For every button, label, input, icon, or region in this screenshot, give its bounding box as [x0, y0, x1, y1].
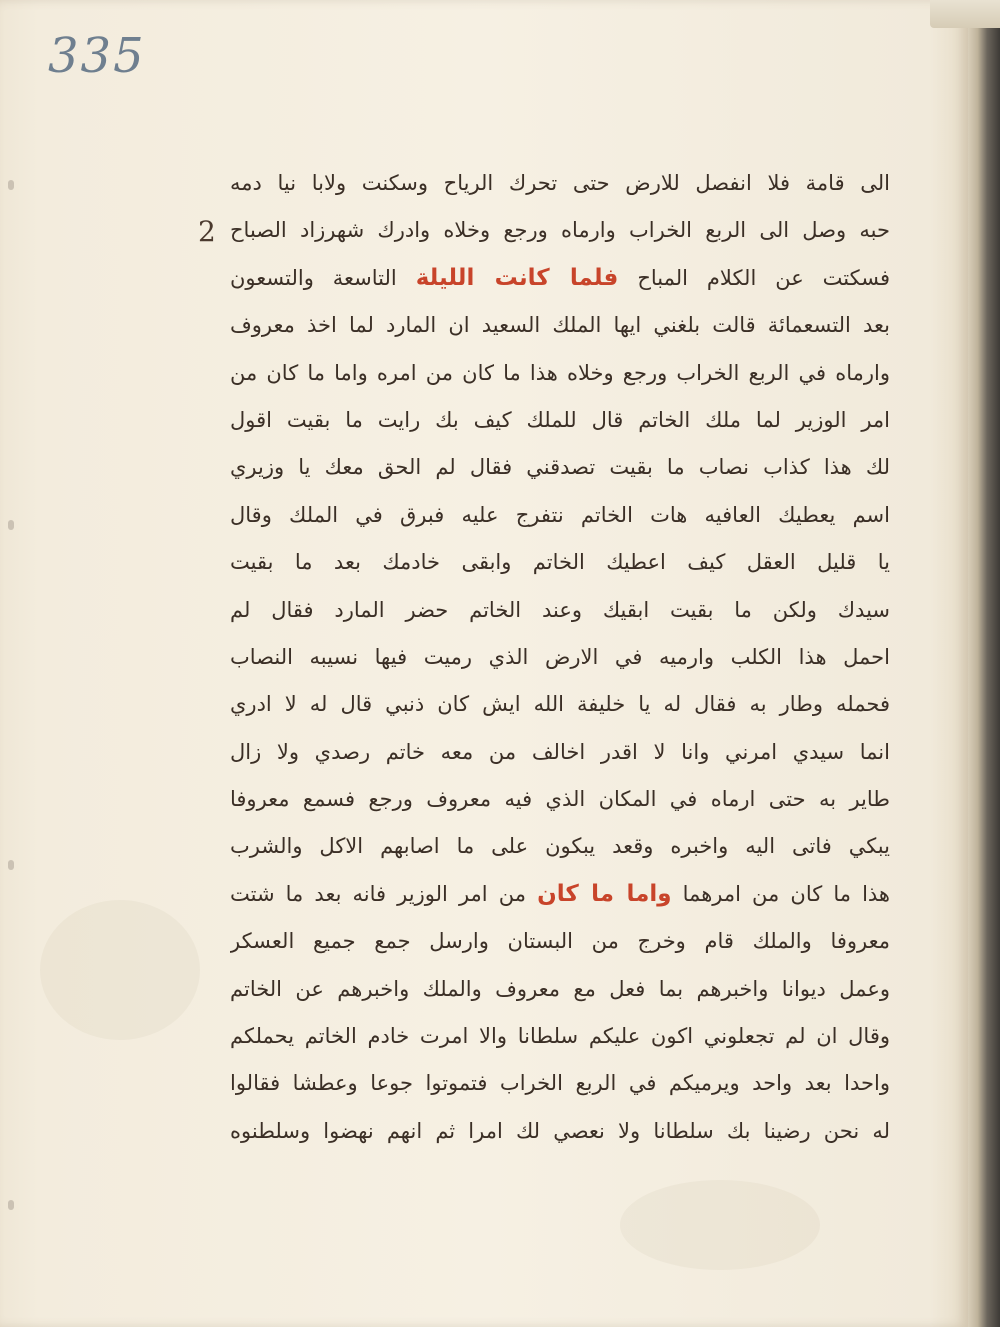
- text-line: [230, 681, 890, 728]
- text-line: [230, 587, 890, 634]
- text-line: [230, 634, 890, 681]
- text-line: [230, 397, 890, 444]
- rubric-heading: فلما كانت الليلة: [415, 264, 619, 291]
- text-segment: له نحن رضينا بك سلطانا ولا نعصي لك امرا ثم انهم نهضوا وسلطنوه: [230, 1118, 890, 1143]
- text-segment: انما سيدي امرني وانا لا اقدر اخالف من معه خاتم رصدي ولا زال: [230, 739, 890, 764]
- paper-stain: [620, 1180, 820, 1270]
- text-line: [230, 302, 890, 349]
- text-segment: لك هذا كذاب نصاب ما بقيت تصدقني فقال لم الحق معك يا وزيري: [230, 455, 890, 480]
- text-segment: احمل هذا الكلب وارميه في الارض الذي رميت فيها نسيبه النصاب: [230, 644, 890, 669]
- text-line: [230, 918, 890, 965]
- text-segment: فسكتت عن الكلام المباح: [618, 265, 890, 290]
- binding-hole: [8, 1200, 14, 1210]
- corner-fold: [930, 0, 1000, 28]
- text-line: [230, 823, 890, 870]
- text-line: [230, 776, 890, 823]
- text-line: [230, 492, 890, 539]
- text-segment: واحدا بعد واحد ويرميكم في الربع الخراب فتموتوا جوعا وعطشا فقالوا: [230, 1071, 890, 1096]
- text-segment: اسم يعطيك العافيه هات الخاتم نتفرج عليه فبرق في الملك وقال: [230, 502, 890, 527]
- binding-hole: [8, 860, 14, 870]
- binding-edge: [6, 0, 18, 1327]
- text-line: [230, 350, 890, 397]
- text-segment: طاير به حتى ارماه في المكان الذي فيه معروف ورجع فسمع معروفا: [230, 787, 890, 812]
- text-segment: وارماه في الربع الخراب ورجع وخلاه هذا ما كان من امره واما ما كان من: [230, 360, 890, 385]
- manuscript-text-block: [230, 160, 890, 1160]
- rubric-heading: واما ما كان: [537, 880, 672, 907]
- text-segment: معروفا والملك قام وخرج من البستان وارسل جمع جميع العسكر: [230, 929, 890, 954]
- text-segment: وعمل ديوانا واخبرهم بما فعل مع معروف والملك واخبرهم عن الخاتم: [230, 976, 890, 1001]
- text-line: [230, 729, 890, 776]
- text-line: [230, 255, 890, 302]
- margin-note: 2: [198, 215, 216, 248]
- text-segment: يبكي فاتى اليه واخبره وقعد يبكون على ما اصابهم الاكل والشرب: [230, 834, 890, 859]
- text-segment: من امر الوزير فانه بعد ما شتت: [230, 881, 538, 906]
- text-line: [230, 539, 890, 586]
- text-segment: الى قامة فلا انفصل للارض حتى تحرك الرياح وسكنت ولابا نيا دمه: [230, 171, 890, 195]
- text-segment: فحمله وطار به فقال له يا خليفة الله ايش كان ذنبي قال له لا ادري: [230, 692, 890, 717]
- page-edge: [968, 0, 1000, 1327]
- text-segment: امر الوزير لما ملك الخاتم قال للملك كيف بك رايت ما بقيت اقول: [230, 407, 890, 432]
- text-line: [230, 966, 890, 1013]
- text-segment: بعد التسعمائة قالت بلغني ايها الملك السعيد ان المارد لما اخذ معروف: [230, 313, 890, 338]
- text-line: [230, 1108, 890, 1155]
- text-line: [230, 871, 890, 918]
- text-segment: وقال ان لم تجعلوني اكون عليكم سلطانا والا امرت خادم الخاتم يحملكم: [230, 1024, 890, 1049]
- binding-hole: [8, 180, 14, 190]
- folio-number: 335: [48, 28, 146, 84]
- paper-stain: [40, 900, 200, 1040]
- text-segment: سيدك ولكن ما بقيت ابقيك وعند الخاتم حضر المارد فقال لم: [230, 597, 890, 622]
- text-line: [230, 1060, 890, 1107]
- text-line: [230, 160, 890, 207]
- binding-hole: [8, 520, 14, 530]
- text-line: [230, 444, 890, 491]
- text-segment: التاسعة والتسعون: [230, 265, 416, 290]
- text-segment: يا قليل العقل كيف اعطيك الخاتم وابقى خادمك بعد ما بقيت: [230, 550, 890, 575]
- text-segment: هذا ما كان من امرهما: [671, 881, 890, 906]
- text-line: [230, 207, 890, 254]
- text-line: [230, 1013, 890, 1060]
- text-segment: حبه وصل الى الربع الخراب وارماه ورجع وخلاه وادرك شهرزاد الصباح: [230, 218, 890, 243]
